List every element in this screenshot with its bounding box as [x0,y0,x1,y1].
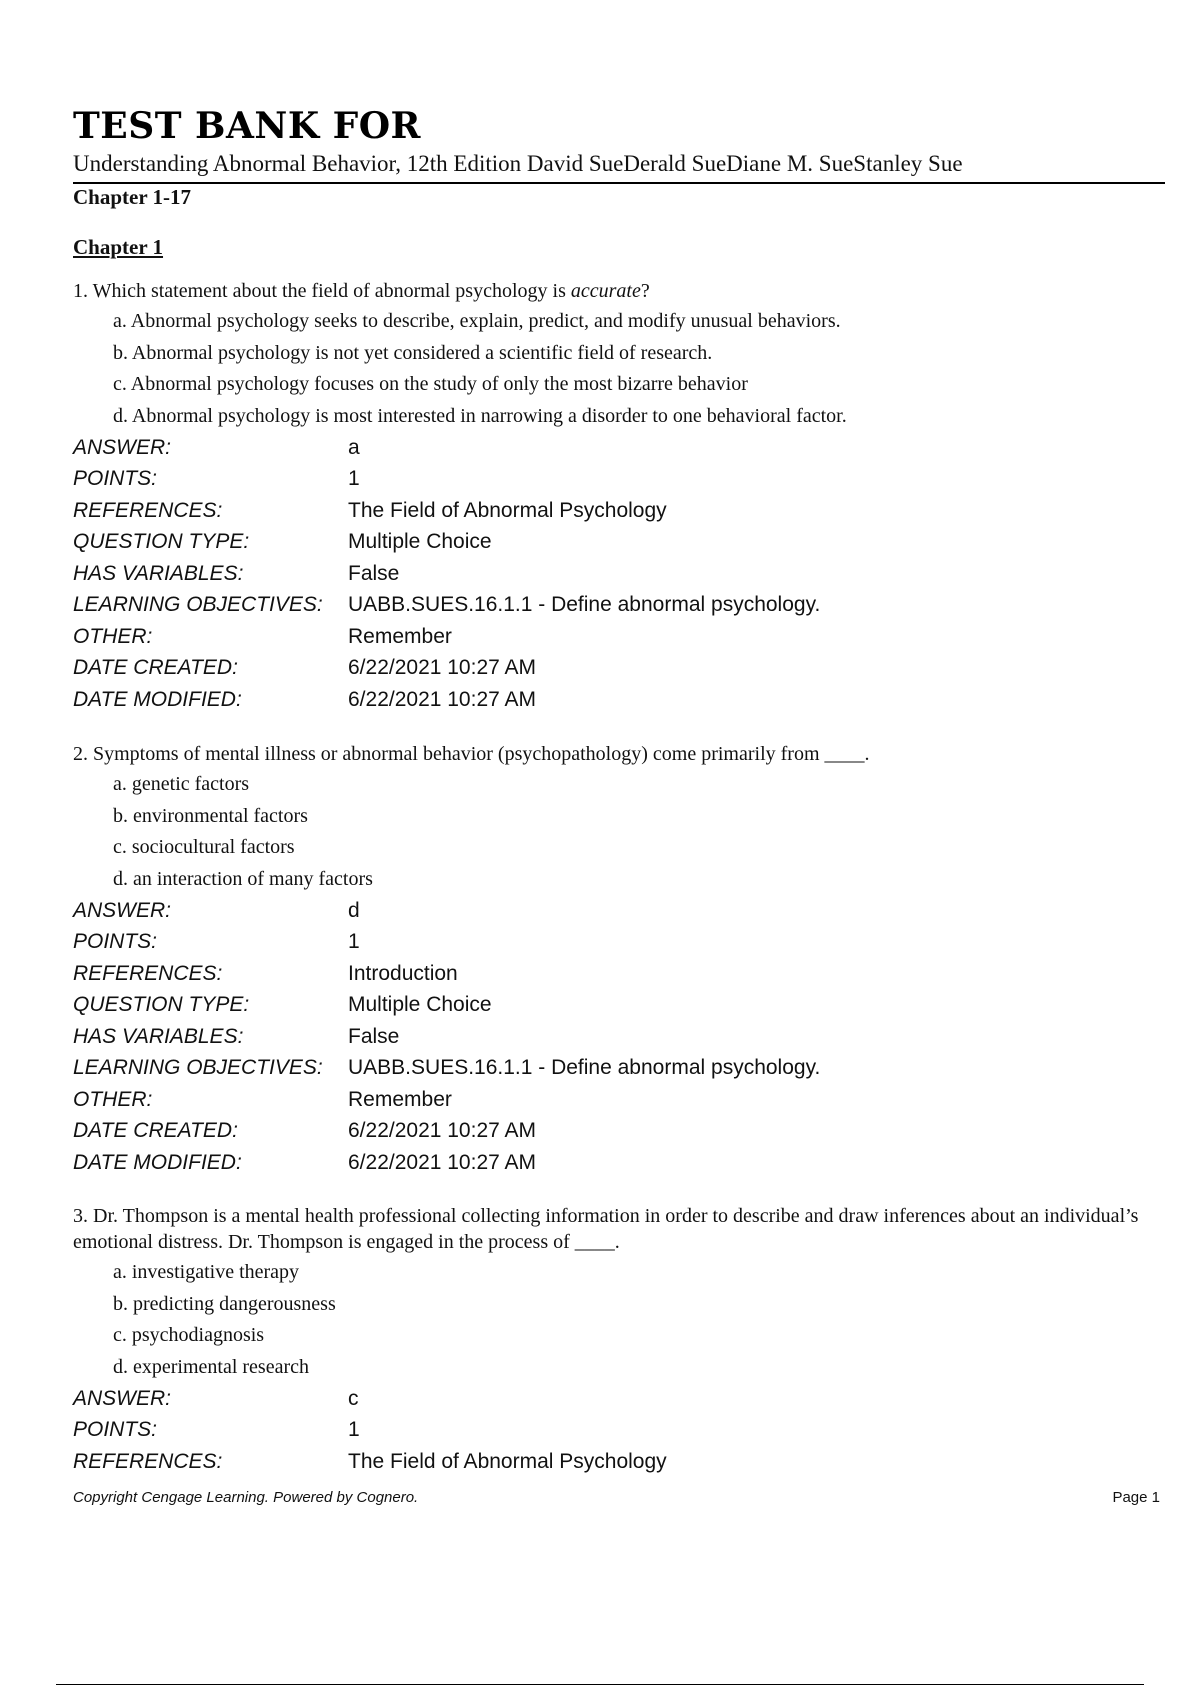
meta-row-has-variables [73,558,1165,590]
meta-row-date-modified [73,1147,1165,1179]
meta-value: The Field of Abnormal Psychology [348,498,667,522]
meta-key: LEARNING OBJECTIVES: [73,1056,323,1080]
meta-row-date-created [73,1116,1165,1148]
meta-key: QUESTION TYPE: [73,993,250,1017]
meta-row-learning-objectives [73,1053,1165,1085]
question-1 [73,278,1165,716]
stem-emphasis: accurate [570,280,641,302]
meta-key: ANSWER: [73,1386,172,1410]
option-a: a. Abnormal psychology seeks to describe, explain, predict, and modify unusual behaviors. [113,310,841,332]
meta-key: DATE CREATED: [73,1119,238,1143]
meta-key: REFERENCES: [73,498,223,522]
meta-key: QUESTION TYPE: [73,530,250,554]
meta-value: The Field of Abnormal Psychology [348,1449,667,1473]
option-d: d. an interaction of many factors [113,867,373,890]
meta-key: ANSWER: [73,898,172,922]
meta-key: LEARNING OBJECTIVES: [73,593,323,617]
option-c: c. Abnormal psychology focuses on the study of only the most bizarre behavior [113,373,748,395]
meta-value: Multiple Choice [348,530,492,554]
option-d: d. Abnormal psychology is most interested in narrowing a disorder to one behavioral factor. [113,404,847,427]
stem-text-end: ? [640,280,650,302]
question-stem [73,741,1165,767]
meta-key: POINTS: [73,930,158,954]
meta-row-references [73,1446,1165,1478]
footer-copyright: Copyright Cengage Learning. Powered by Cognero. [73,1489,419,1506]
meta-key: DATE MODIFIED: [73,1150,242,1174]
meta-value: False [348,1024,400,1048]
stem-text: 3. Dr. Thompson is a mental health professional collecting information in order to describe and draw inferences about an individual’s emotional distress. Dr. Thompson is engaged in the process of ____. [73,1205,1139,1253]
meta-row-references [73,495,1165,527]
meta-row-answer [73,1383,1165,1415]
page-number: Page 1 [1112,1489,1160,1506]
option-list [73,1257,1165,1383]
bottom-divider [56,1684,1144,1685]
meta-row-answer [73,895,1165,927]
option-b: b. Abnormal psychology is not yet considered a scientific field of research. [113,341,713,364]
meta-key: OTHER: [73,624,153,648]
question-2 [73,741,1165,1179]
meta-key: DATE MODIFIED: [73,687,242,711]
stem-text: 1. Which statement about the field of abnormal psychology is [73,280,571,302]
stem-text: 2. Symptoms of mental illness or abnormal behavior (psychopathology) come primarily from ____. [73,743,870,765]
option-d: d. experimental research [113,1355,310,1378]
option-list [73,769,1165,895]
meta-row-date-modified [73,684,1165,716]
meta-key: POINTS: [73,1418,158,1442]
meta-value: a [348,435,360,459]
meta-row-other [73,1084,1165,1116]
chapter-range: Chapter 1-17 [73,185,192,209]
meta-key: REFERENCES: [73,961,223,985]
meta-key: HAS VARIABLES: [73,1024,244,1048]
option-a: a. genetic factors [113,773,250,795]
meta-key: OTHER: [73,1087,153,1111]
option-c: c. sociocultural factors [113,836,295,858]
question-metadata [73,895,1165,1179]
meta-key: DATE CREATED: [73,656,238,680]
header-divider [73,182,1165,184]
meta-value: 6/22/2021 10:27 AM [348,1119,536,1143]
option-b: b. predicting dangerousness [113,1292,336,1315]
meta-row-points [73,1415,1165,1447]
meta-value: 6/22/2021 10:27 AM [348,656,536,680]
meta-value: UABB.SUES.16.1.1 - Define abnormal psychology. [348,1056,821,1080]
meta-value: 1 [348,1418,360,1442]
meta-value: False [348,561,400,585]
meta-value: d [348,898,360,922]
option-b: b. environmental factors [113,804,308,827]
question-stem [73,1203,1165,1255]
document-subtitle: Understanding Abnormal Behavior, 12th Edition David SueDerald SueDiane M. SueStanley Sue [73,151,963,176]
meta-value: 1 [348,467,360,491]
meta-value: Multiple Choice [348,993,492,1017]
meta-value: 6/22/2021 10:27 AM [348,687,536,711]
document-title: TEST BANK FOR [73,105,421,147]
meta-key: HAS VARIABLES: [73,561,244,585]
meta-value: Introduction [348,961,458,985]
option-c: c. psychodiagnosis [113,1324,265,1346]
meta-key: REFERENCES: [73,1449,223,1473]
meta-row-learning-objectives [73,590,1165,622]
meta-value: c [348,1386,359,1410]
meta-row-answer [73,432,1165,464]
meta-value: 1 [348,930,360,954]
question-stem [73,278,1165,304]
meta-value: Remember [348,624,452,648]
option-list [73,306,1165,432]
question-metadata [73,432,1165,716]
meta-value: Remember [348,1087,452,1111]
option-a: a. investigative therapy [113,1261,300,1283]
meta-row-question-type [73,990,1165,1022]
meta-row-date-created [73,653,1165,685]
meta-key: ANSWER: [73,435,172,459]
meta-row-points [73,464,1165,496]
meta-row-references [73,958,1165,990]
meta-key: POINTS: [73,467,158,491]
chapter-heading: Chapter 1 [73,235,164,259]
question-3 [73,1203,1165,1478]
meta-value: UABB.SUES.16.1.1 - Define abnormal psychology. [348,593,821,617]
meta-row-has-variables [73,1021,1165,1053]
meta-value: 6/22/2021 10:27 AM [348,1150,536,1174]
meta-row-question-type [73,527,1165,559]
meta-row-other [73,621,1165,653]
question-metadata [73,1383,1165,1478]
meta-row-points [73,927,1165,959]
